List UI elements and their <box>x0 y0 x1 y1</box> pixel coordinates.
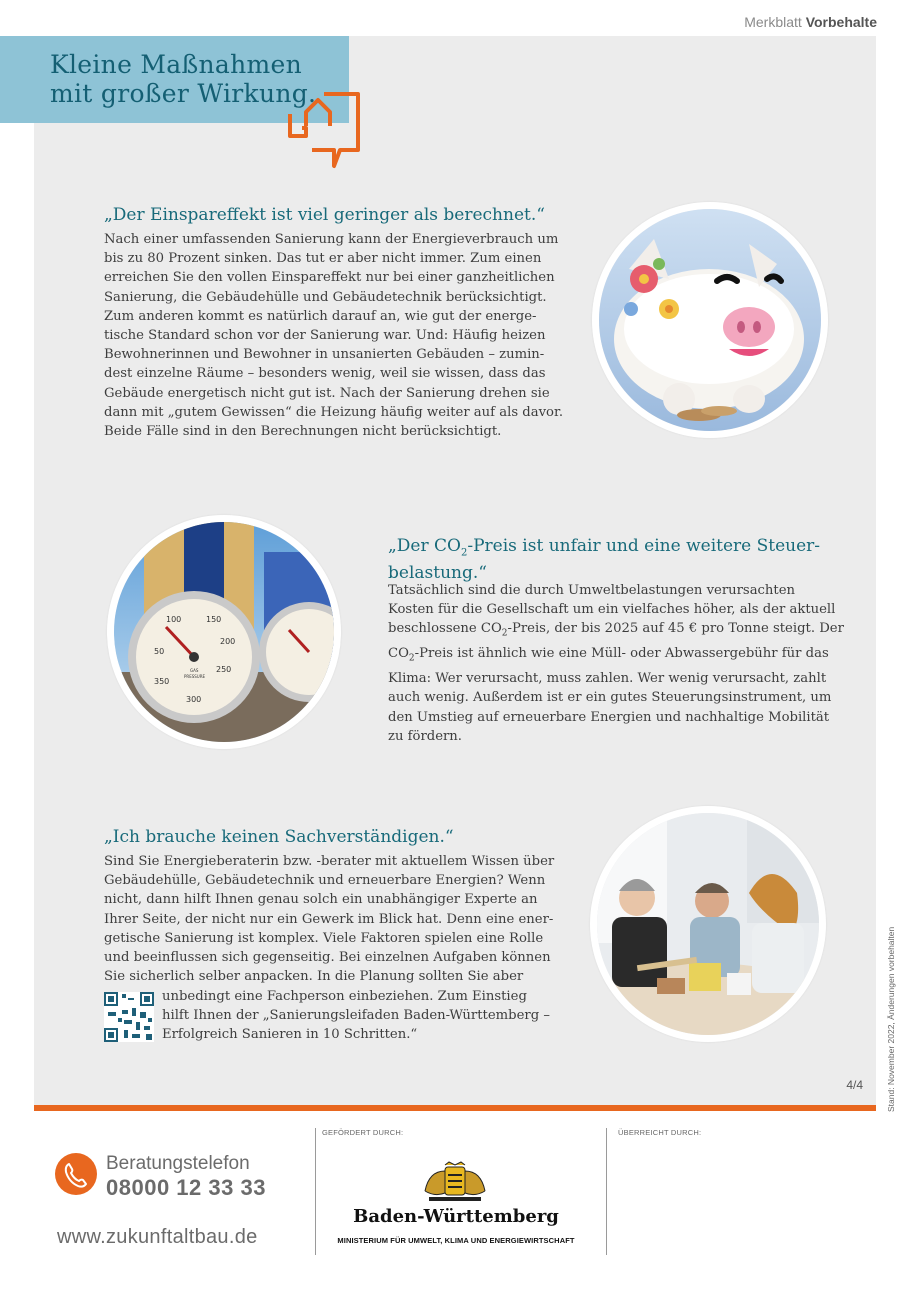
state-crest-icon <box>421 1161 489 1203</box>
phone-handset-icon <box>55 1153 97 1195</box>
phone-icon[interactable] <box>55 1153 97 1195</box>
co2-body-line: $CO_2$-Preis ist ähnlich wie eine Müll- oder Abwassergebühr für das <box>388 646 829 664</box>
consultation-photo <box>590 806 826 1042</box>
ministry-name: MINISTERIUM FÜR UMWELT, KLIMA UND ENERGIEWIRTSCHAFT <box>337 1236 575 1245</box>
co2-body-line: beschlossene $CO_2$-Preis, der bis 2025 auf 45 € pro Tonne steigt. Der <box>388 621 844 640</box>
gauge-tick: 350 <box>154 677 170 686</box>
co2-body-line: Kosten für die Gesellschaft um ein vielfaches höher, als der aktuell <box>388 602 836 618</box>
presented-by-label: ÜBERREICHT DURCH: <box>618 1128 702 1137</box>
gauge-tick: 50 <box>154 647 165 656</box>
gauge-tick: 200 <box>220 637 236 646</box>
gauge-label: PRESSURE <box>184 674 206 679</box>
document-header <box>744 14 877 30</box>
co2-body-line: auch wenig. Außerdem ist er ein gutes Steuerungsinstrument, um <box>388 690 832 706</box>
banner-line-1: Kleine Maßnahmen <box>50 50 303 79</box>
phone-number[interactable]: 08000 12 33 33 <box>106 1175 266 1200</box>
gauge-tick: 250 <box>216 665 232 674</box>
header-prefix: Merkblatt <box>744 14 802 30</box>
co2-body-line: Klima: Wer verursacht, muss zahlen. Wer wenig verursacht, zahlt <box>388 671 827 687</box>
section-1-body: Nach einer umfassenden Sanierung kann der Energieverbrauch um bis zu 80 Prozent sinken. Das tut er aber nicht immer. Zum einen erreichen Sie den vollen Einspareffekt nur bei einer ganzheitlichen Sanierung, die Gebäudehülle und Gebäudetechnik berücksichtigt. Zum anderen kommt es natürlich darauf an, wie gut der energe- tische Standard schon vor der Sanierung war. Und: Häufig heizen Bewohnerinnen und Bewohner in unsanierten Gebäuden – zumin- dest einzelne Räume – besonders wenig, weil sie wissen, dass das Gebäude energetisch nicht gut ist. Nach der Sanierung drehen sie dann mit „gutem Gewissen“ die Heizung häufig weiter auf als davor. Beide Fälle sind in den Berechnungen nicht berücksichtigt. <box>104 232 564 440</box>
state-name: Baden-Württemberg <box>353 1206 559 1227</box>
gauge-tick: 300 <box>186 695 202 704</box>
piggy-bank-photo <box>592 202 828 438</box>
co2-subscript: 2 <box>408 653 415 664</box>
gauge-tick: 150 <box>206 615 222 624</box>
gauge-label: GAS <box>190 668 199 673</box>
co2-heading-part-b: -Preis ist unfair und eine weitere Steuer- <box>467 536 821 556</box>
section-3-heading: „Ich brauche keinen Sachverständigen.“ <box>104 827 454 847</box>
funded-by-label: GEFÖRDERT DURCH: <box>322 1128 404 1137</box>
co2-body-line: zu fördern. <box>388 728 462 744</box>
stand-note: Stand: November 2022, Änderungen vorbehalten <box>886 926 896 1112</box>
banner-title <box>50 50 316 108</box>
header-title: Vorbehalte <box>805 14 877 30</box>
qr-code-icon[interactable] <box>104 992 154 1042</box>
gauge-tick: 100 <box>166 615 182 624</box>
section-3-body-qr: unbedingt eine Fachperson einbeziehen. Zum Einstieg hilft Ihnen der „Sanierungsleifaden Baden-Württemberg – Erfolgreich Sanieren in 10 Schritten.“ <box>162 989 550 1043</box>
page-number: 4/4 <box>846 1078 863 1092</box>
footer-separator <box>315 1128 316 1255</box>
footer-divider <box>34 1105 876 1111</box>
gas-pressure-photo <box>107 515 341 749</box>
section-2-heading <box>388 536 820 583</box>
co2-subscript: 2 <box>501 629 508 640</box>
section-3-body: Sind Sie Energieberaterin bzw. -berater mit aktuellem Wissen über Gebäudehülle, Gebäudetechnik und erneuerbare Energien? Wenn nicht, dann hilft Ihnen genau solch ein unabhängiger Experte an Ihrer Seite, der nicht nur ein Gewerk im Blick hat. Denn eine ener- getische Sanierung ist komplex. Viele Faktoren spielen eine Rolle und beeinflussen sich gegenseitig. Bei einzelnen Aufgaben können Sie sicherlich selber anpacken. In die Planung sollten Sie aber <box>104 854 555 985</box>
co2-body-line: Tatsächlich sind die durch Umweltbelastungen verursachten <box>388 583 796 598</box>
gauges-illustration <box>114 522 334 742</box>
footer-separator <box>606 1128 607 1255</box>
house-speech-icon <box>284 92 364 172</box>
phone-label: Beratungstelefon <box>106 1153 250 1174</box>
piggy-bank-illustration <box>599 209 821 431</box>
co2-heading-part-c: belastung.“ <box>388 563 487 584</box>
section-2-body <box>388 581 844 746</box>
banner-line-2: mit großer Wirkung. <box>50 79 317 108</box>
website-link[interactable]: www.zukunftaltbau.de <box>57 1226 258 1248</box>
co2-body-line: den Umstieg auf erneuerbare Energien und nachhaltige Mobilität <box>388 709 830 725</box>
people-illustration <box>597 813 819 1035</box>
co2-heading-subscript: 2 <box>460 547 468 559</box>
co2-heading-part-a: „Der CO <box>388 536 461 556</box>
section-1-heading: „Der Einspareffekt ist viel geringer als berechnet.“ <box>104 205 545 225</box>
